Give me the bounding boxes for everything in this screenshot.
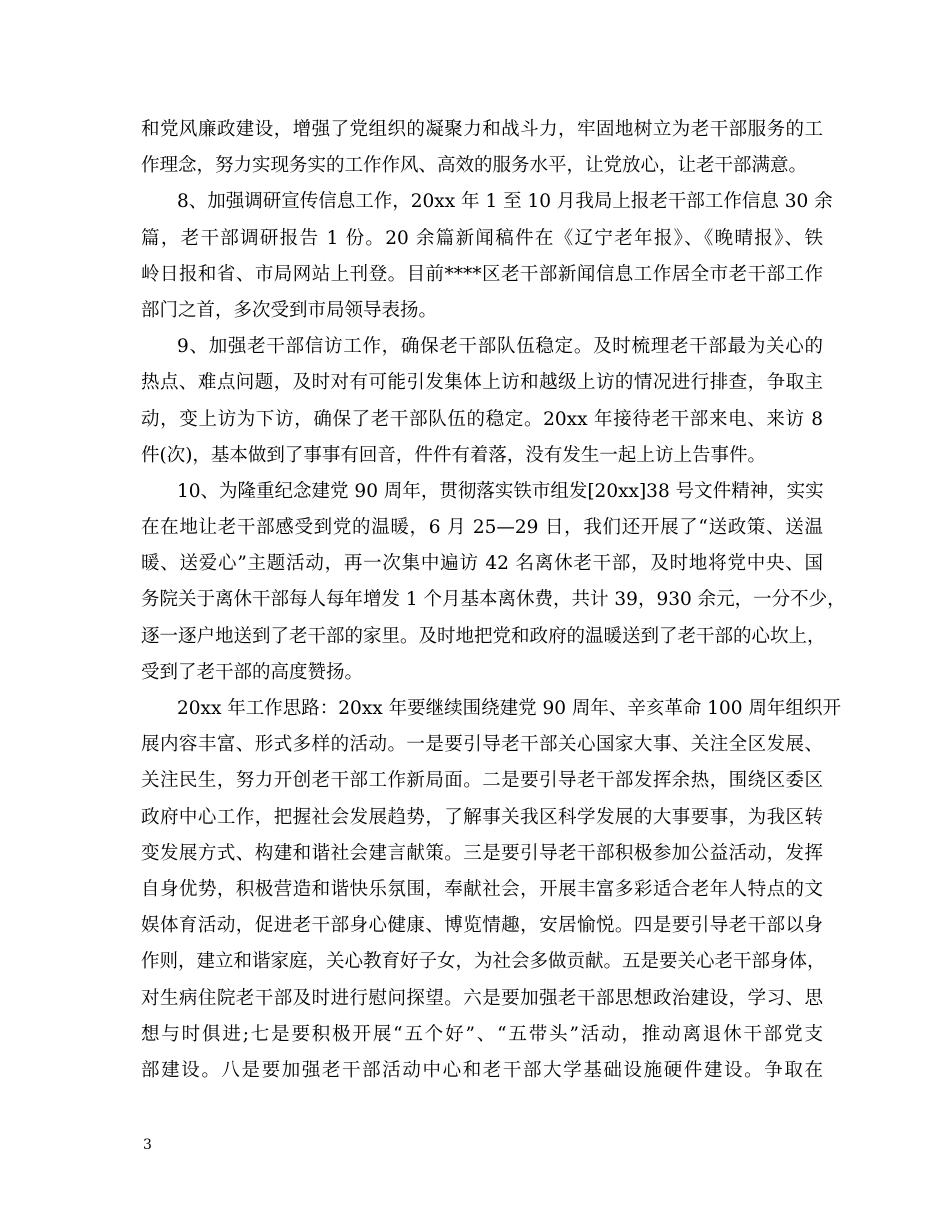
text-line: 作则，建立和谐家庭，关心教育好子女，为社会多做贡献。五是要关心老干部身体，: [141, 951, 826, 973]
text-line: 件(次)，基本做到了事事有回音，件件有着落，没有发生一起上访上告事件。: [141, 444, 766, 466]
text-line: 关注民生，努力开创老干部工作新局面。二是要引导老干部发挥余热，围绕区委区: [141, 770, 823, 792]
text-line: 热点、难点问题，及时对有可能引发集体上访和越级上访的情况进行排查，争取主: [141, 372, 823, 394]
text-line: 部建设。八是要加强老干部活动中心和老干部大学基础设施硬件建设。争取在: [141, 1059, 823, 1081]
page-number: 3: [143, 1137, 152, 1153]
paragraph: [141, 329, 823, 474]
text-line: 务院关于离休干部每人每年增发 1 个月基本离休费，共计 39，930 余元，一分不少，: [141, 589, 846, 611]
text-line: 政府中心工作，把握社会发展趋势，了解事关我区科学发展的大事要事，为我区转: [141, 806, 823, 828]
paragraph: [141, 474, 846, 691]
text-line: 展内容丰富、形式多样的活动。一是要引导老干部关心国家大事、关注全区发展、: [141, 734, 823, 756]
text-line: 自身优势，积极营造和谐快乐氛围，奉献社会，开展丰富多彩适合老年人特点的文: [141, 878, 823, 900]
text-line: 岭日报和省、市局网站上刊登。目前****区老干部新闻信息工作居全市老干部工作: [141, 263, 823, 285]
text-line: 受到了老干部的高度赞扬。: [141, 661, 364, 683]
paragraph: [141, 112, 823, 184]
text-line: 在在地让老干部感受到党的温暖，6 月 25—29 日，我们还开展了“送政策、送温: [141, 517, 823, 539]
text-line: 暖、送爱心”主题活动，再一次集中遍访 42 名离休老干部，及时地将党中央、国: [141, 553, 823, 575]
text-line: 8、加强调研宣传信息工作，20xx 年 1 至 10 月我局上报老干部工作信息 30 余: [177, 191, 833, 213]
document-body: [141, 112, 846, 1089]
text-line: 20xx 年工作思路：20xx 年要继续围绕建党 90 周年、辛亥革命 100 周年组织开: [177, 698, 841, 719]
text-line: 想与时俱进;七是要积极开展“五个好”、“五带头”活动，推动离退休干部党支: [141, 1023, 823, 1045]
text-line: 娱体育活动，促进老干部身心健康、博览情趣，安居愉悦。四是要引导老干部以身: [141, 915, 823, 937]
text-line: 9、加强老干部信访工作，确保老干部队伍稳定。及时梳理老干部最为关心的: [177, 336, 823, 358]
text-line: 10、为隆重纪念建党 90 周年，贯彻落实铁市组发[20xx]38 号文件精神，实实: [177, 480, 824, 502]
text-line: 作理念，努力实现务实的工作作风、高效的服务水平，让党放心，让老干部满意。: [141, 155, 808, 177]
text-line: 逐一逐户地送到了老干部的家里。及时地把党和政府的温暖送到了老干部的心坎上，: [141, 625, 826, 647]
paragraph: [141, 184, 833, 329]
text-line: 篇，老干部调研报告 1 份。20 余篇新闻稿件在《辽宁老年报》、《晚晴报》、铁: [141, 227, 823, 249]
text-line: 对生病住院老干部及时进行慰问探望。六是要加强老干部思想政治建设，学习、思: [141, 987, 823, 1009]
text-line: 部门之首，多次受到市局领导表扬。: [141, 299, 438, 321]
text-line: 变发展方式、构建和谐社会建言献策。三是要引导老干部积极参加公益活动，发挥: [141, 842, 823, 864]
text-line: 动，变上访为下访，确保了老干部队伍的稳定。20xx 年接待老干部来电、来访 8: [141, 408, 823, 430]
paragraph: [141, 691, 841, 1089]
text-line: 和党风廉政建设，增强了党组织的凝聚力和战斗力，牢固地树立为老干部服务的工: [141, 119, 823, 140]
